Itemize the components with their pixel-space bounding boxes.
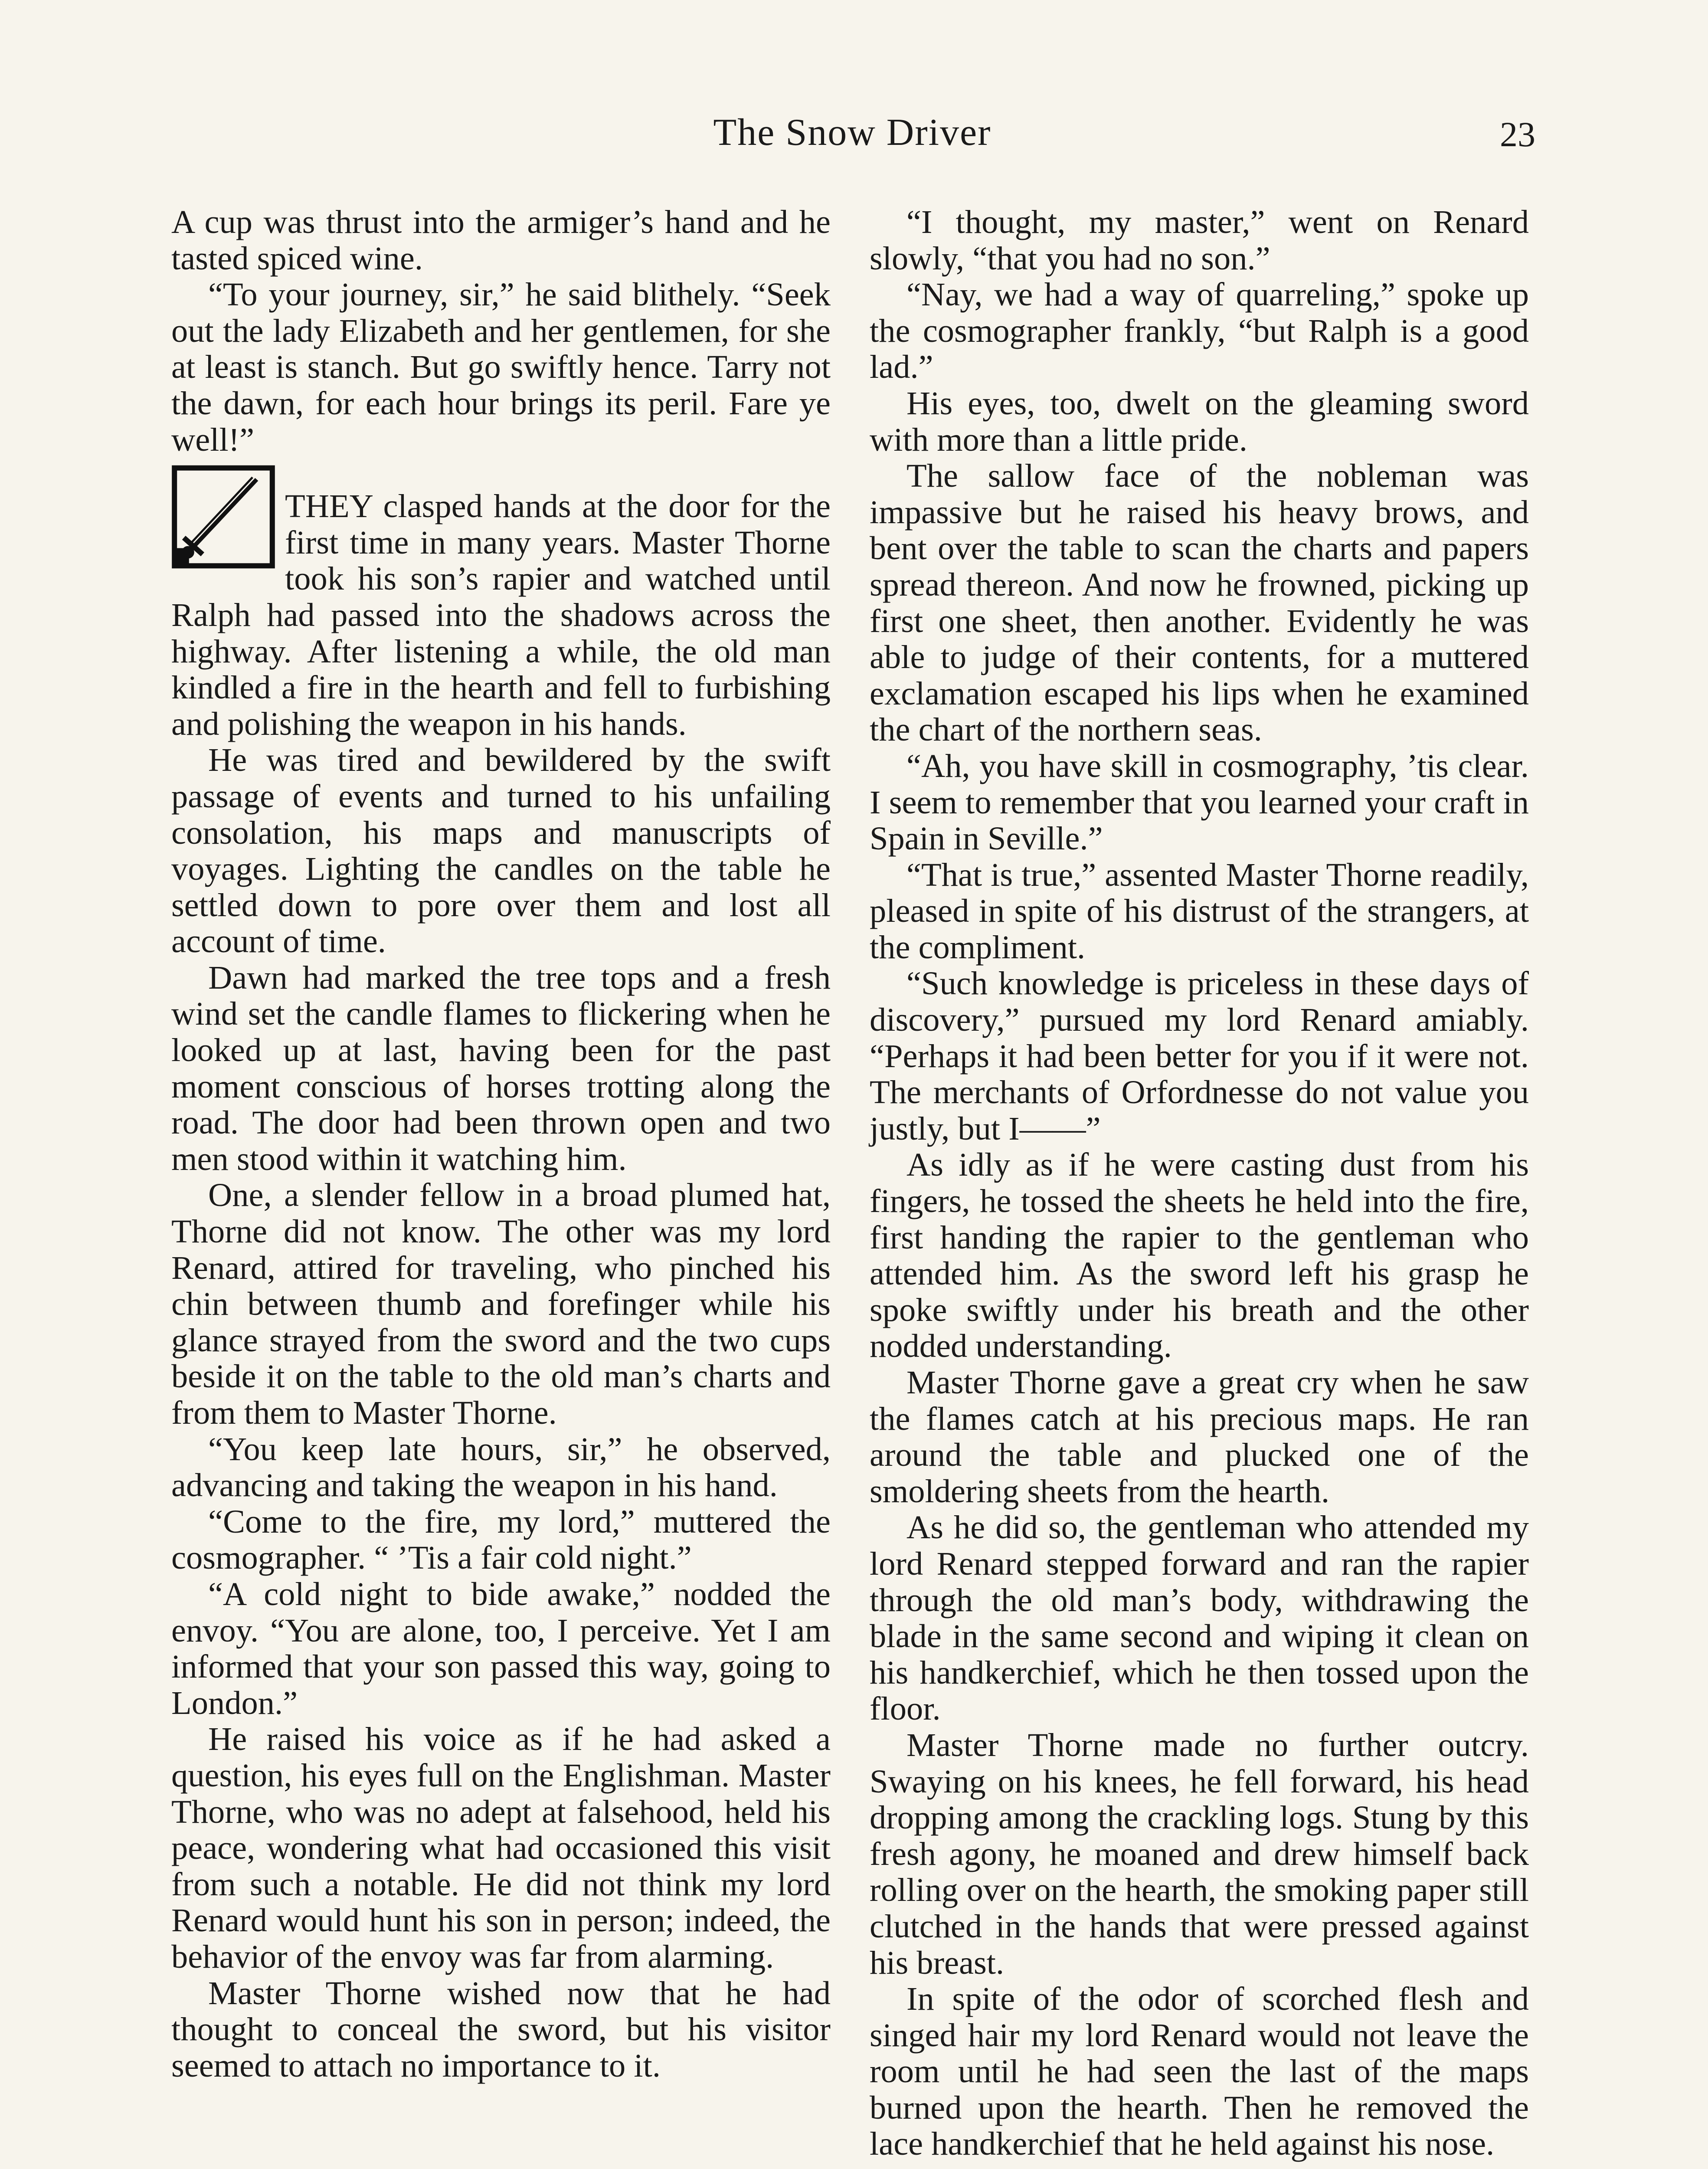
paragraph: Master Thorne made no further outcry. Swaying on his knees, he fell forward, his head dropping among the crackling logs. Stung by this fresh agony, he moaned and drew himself back rolling over on the hearth, the smoking paper still clutched in the hands that were pressed against his breast. bbox=[870, 1726, 1529, 1981]
paragraph: “A cold night to bide awake,” nodded the envoy. “You are alone, too, I perceive. Yet I am informed that your son passed this way, going to London.” bbox=[171, 1575, 831, 1721]
paragraph: Dawn had marked the tree tops and a fresh wind set the candle flames to flickering when he looked up at last, having been for the past moment conscious of horses trotting along the road. The door had been thrown open and two men stood within it watching him. bbox=[171, 959, 831, 1177]
right-column bbox=[870, 204, 1529, 2162]
paragraph: “I thought, my master,” went on Renard slowly, “that you had no son.” bbox=[870, 203, 1529, 277]
paragraph: His eyes, too, dwelt on the gleaming sword with more than a little pride. bbox=[870, 384, 1529, 458]
paragraph: “Ah, you have skill in cosmography, ’tis clear. I seem to remember that you learned your craft in Spain in Seville.” bbox=[870, 747, 1529, 857]
paragraph: THEY clasped hands at the door for the first time in many years. Master Thorne took his son’s rapier and watched until Ralph had passed into the shadows across the highway. After listening a while, the old man kindled a fire in the hearth and fell to furbishing and polishing the weapon in his hands. bbox=[171, 488, 831, 742]
paragraph: “Come to the fire, my lord,” muttered the cosmographer. “ ’Tis a fair cold night.” bbox=[171, 1503, 831, 1576]
sword-initial-icon bbox=[171, 464, 275, 570]
paragraph: He raised his voice as if he had asked a question, his eyes full on the Englishman. Master Thorne, who was no adept at falsehood, held his peace, wondering what had occasioned this visit from such a notable. He did not think my lord Renard would hunt his son in person; indeed, the behavior of the envoy was far from alarming. bbox=[171, 1720, 831, 1975]
paragraph: The sallow face of the nobleman was impassive but he raised his heavy brows, and bent over the table to scan the charts and papers spread thereon. And now he frowned, picking up first one sheet, then another. Evidently he was able to judge of their contents, for a muttered exclamation escaped his lips when he examined the chart of the northern seas. bbox=[870, 457, 1529, 748]
paragraph: In spite of the odor of scorched flesh and singed hair my lord Renard would not leave the room until he had seen the last of the maps burned upon the hearth. Then he removed the lace handkerchief that he held against his nose. bbox=[870, 1980, 1529, 2162]
paragraph: Master Thorne gave a great cry when he saw the flames catch at his precious maps. He ran around the table and plucked one of the smoldering sheets from the hearth. bbox=[870, 1364, 1529, 1510]
page-title: The Snow Driver bbox=[713, 111, 991, 154]
paragraph: “Such knowledge is priceless in these days of discovery,” pursued my lord Renard amiably. “Perhaps it had been better for you if it were not. The merchants of Orfordnesse do not value you justly, but I——” bbox=[870, 965, 1529, 1147]
paragraph: He was tired and bewildered by the swift passage of events and turned to his unfailing consolation, his maps and manuscripts of voyages. Lighting the candles on the table he settled down to pore over them and lost all account of time. bbox=[171, 741, 831, 960]
paragraph: “That is true,” assented Master Thorne readily, pleased in spite of his distrust of the strangers, at the compliment. bbox=[870, 856, 1529, 966]
page-number: 23 bbox=[1500, 115, 1535, 154]
paragraph: As idly as if he were casting dust from his fingers, he tossed the sheets he held into the fire, first handing the rapier to the gentleman who attended him. As the sword left his grasp he spoke swiftly under his breath and the other nodded understanding. bbox=[870, 1146, 1529, 1365]
paragraph: One, a slender fellow in a broad plumed hat, Thorne did not know. The other was my lord Renard, attired for traveling, who pinched his chin between thumb and forefinger while his glance strayed from the sword and the two cups beside it on the table to the old man’s charts and from them to Master Thorne. bbox=[171, 1176, 831, 1431]
paragraph: “Nay, we had a way of quarreling,” spoke up the cosmographer frankly, “but Ralph is a good lad.” bbox=[870, 276, 1529, 386]
running-header bbox=[169, 111, 1535, 163]
paragraph: As he did so, the gentleman who attended my lord Renard stepped forward and ran the rapier through the old man’s body, withdrawing the blade in the same second and wiping it clean on his handkerchief, which he then tossed upon the floor. bbox=[870, 1509, 1529, 1727]
paragraph: “To your journey, sir,” he said blithely. “Seek out the lady Elizabeth and her gentlemen, for she at least is stanch. But go swiftly hence. Tarry not the dawn, for each hour brings its peril. Fare ye well!” bbox=[171, 276, 831, 458]
paragraph: A cup was thrust into the armiger’s hand and he tasted spiced wine. bbox=[171, 203, 831, 277]
paragraph: Master Thorne wished now that he had thought to conceal the sword, but his visitor seemed to attach no importance to it. bbox=[171, 1974, 831, 2084]
paragraph: “You keep late hours, sir,” he observed, advancing and taking the weapon in his hand. bbox=[171, 1430, 831, 1504]
left-column bbox=[171, 204, 831, 2084]
